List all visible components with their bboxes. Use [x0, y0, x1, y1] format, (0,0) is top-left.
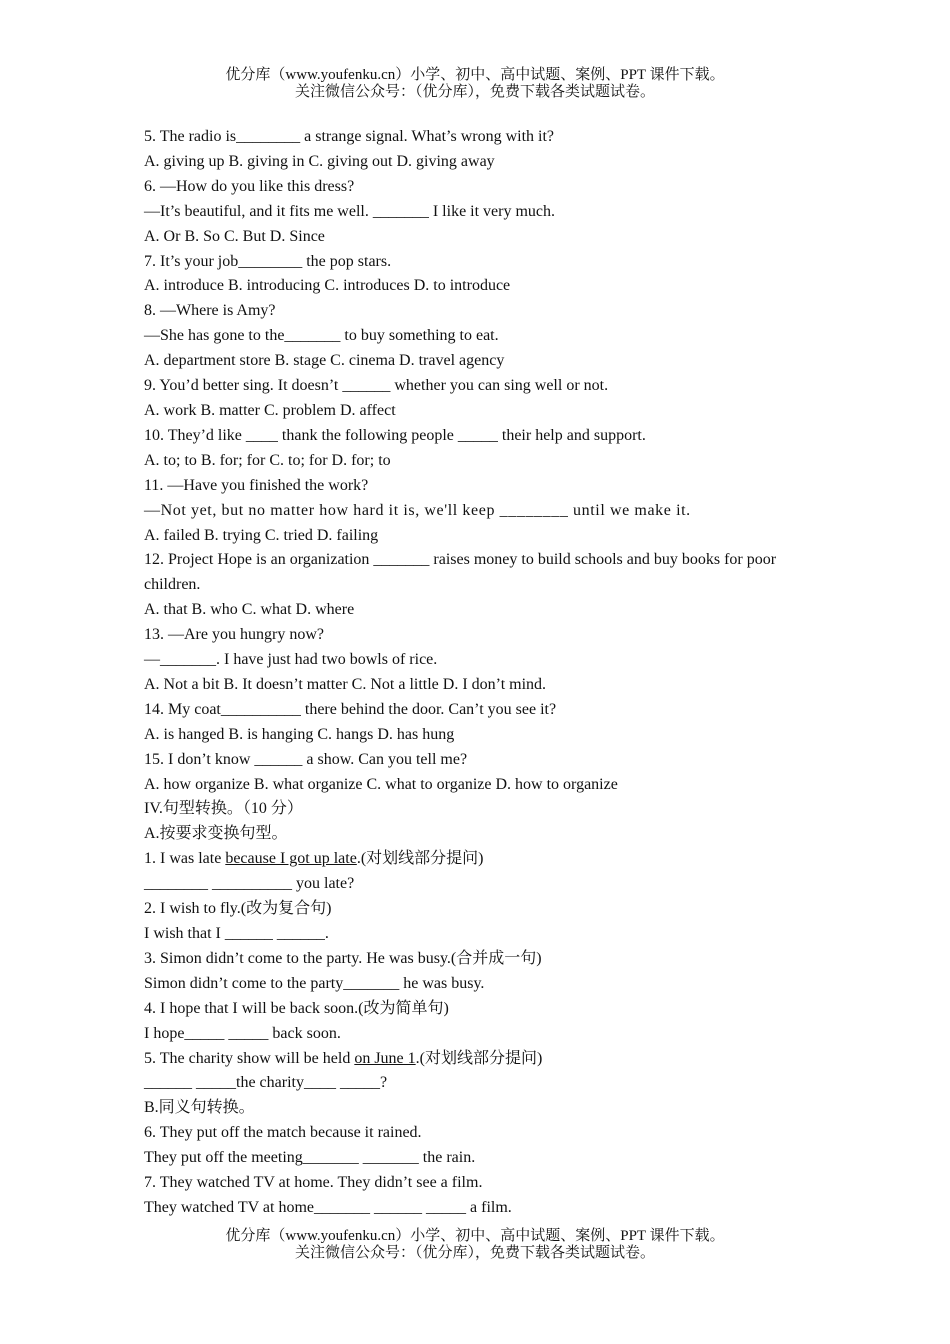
transform-1-underlined: because I got up late	[225, 850, 357, 868]
question-8-text: 8. —Where is Amy?	[144, 302, 276, 320]
question-10-text: 10. They’d like ____ thank the following people _____ their help and support.	[144, 426, 646, 444]
transform-3-answer: Simon didn’t come to the party_______ he was busy.	[144, 974, 485, 992]
section-iv-heading: IV.句型转换。（10 分）	[144, 800, 303, 818]
footer-line-1: 优分库（www.youfenku.cn）小学、初中、高中试题、案例、PPT 课件下载。	[225, 1228, 725, 1244]
question-5-text: 5. The radio is________ a strange signal. What’s wrong with it?	[144, 128, 555, 145]
transform-3-text: 3. Simon didn’t come to the party. He was busy.(合并成一句)	[144, 949, 542, 967]
transform-1-prefix: 1. I was late	[144, 850, 226, 868]
question-9-options: A. work B. matter C. problem D. affect	[144, 401, 396, 419]
question-12-options: A. that B. who C. what D. where	[144, 601, 355, 619]
question-11-text: 11. —Have you finished the work?	[144, 476, 369, 494]
page-footer	[0, 1228, 950, 1262]
header-line-2: 关注微信公众号：（优分库），免费下载各类试题试卷。	[294, 84, 655, 100]
footer-line-2: 关注微信公众号：（优分库），免费下载各类试题试卷。	[294, 1245, 655, 1261]
synonym-7-answer: They watched TV at home_______ ______ _____ a film.	[144, 1198, 512, 1216]
synonym-6-text: 6. They put off the match because it rained.	[144, 1124, 422, 1142]
transform-4-answer: I hope_____ _____ back soon.	[144, 1024, 341, 1042]
question-12-text: 12. Project Hope is an organization _______ raises money to build schools and buy books for poor children.	[144, 551, 777, 594]
synonym-6-answer: They put off the meeting_______ _______ the rain.	[144, 1149, 476, 1167]
question-7-options: A. introduce B. introducing C. introduces D. to introduce	[144, 277, 511, 295]
question-6-text: 6. —How do you like this dress?	[144, 177, 355, 195]
question-14-text: 14. My coat__________ there behind the door. Can’t you see it?	[144, 700, 557, 718]
question-13-reply: —_______. I have just had two bowls of rice.	[144, 651, 438, 669]
question-15-text: 15. I don’t know ______ a show. Can you tell me?	[144, 750, 468, 768]
transform-5-text	[144, 1047, 814, 1072]
transform-2-answer: I wish that I ______ ______.	[144, 925, 329, 942]
question-7-text: 7. It’s your job________ the pop stars.	[144, 252, 392, 270]
question-13-text: 13. —Are you hungry now?	[144, 626, 324, 644]
worksheet-body	[144, 125, 814, 1221]
question-13-options: A. Not a bit B. It doesn’t matter C. Not a little D. I don’t mind.	[144, 675, 547, 693]
transform-5-answer: ______ _____the charity____ _____?	[144, 1074, 388, 1092]
question-14-options: A. is hanged B. is hanging C. hangs D. has hung	[144, 725, 455, 743]
question-11-reply: —Not yet, but no matter how hard it is, we'll keep ________ until we make it.	[144, 501, 691, 519]
question-11-options: A. failed B. trying C. tried D. failing	[144, 526, 379, 544]
transform-5-suffix: .(对划线部分提问)	[415, 1049, 543, 1067]
question-8-options: A. department store B. stage C. cinema D. travel agency	[144, 352, 505, 370]
question-6-reply: —It’s beautiful, and it fits me well. _______ I like it very much.	[144, 202, 556, 220]
page-header	[0, 67, 950, 101]
transform-1-answer: ________ __________ you late?	[144, 875, 355, 893]
transform-2-text: 2. I wish to fly.(改为复合句)	[144, 900, 332, 918]
header-line-1: 优分库（www.youfenku.cn）小学、初中、高中试题、案例、PPT 课件下载。	[225, 67, 725, 83]
question-15-options: A. how organize B. what organize C. what to organize D. how to organize	[144, 775, 618, 793]
question-5-options: A. giving up B. giving in C. giving out D. giving away	[144, 152, 495, 170]
section-b-heading: B.同义句转换。	[144, 1099, 255, 1117]
transform-1-suffix: .(对划线部分提问)	[356, 850, 484, 868]
question-8-reply: —She has gone to the_______ to buy something to eat.	[144, 327, 499, 345]
transform-5-prefix: 5. The charity show will be held	[144, 1049, 355, 1067]
transform-5-underlined: on June 1	[354, 1049, 416, 1067]
section-a-heading: A.按要求变换句型。	[144, 825, 288, 843]
question-10-options: A. to; to B. for; for C. to; for D. for; to	[144, 451, 391, 469]
question-6-options: A. Or B. So C. But D. Since	[144, 227, 325, 245]
synonym-7-text: 7. They watched TV at home. They didn’t see a film.	[144, 1174, 483, 1192]
transform-1-text	[144, 847, 814, 872]
transform-4-text: 4. I hope that I will be back soon.(改为简单句)	[144, 999, 449, 1017]
question-9-text: 9. You’d better sing. It doesn’t ______ whether you can sing well or not.	[144, 377, 609, 395]
